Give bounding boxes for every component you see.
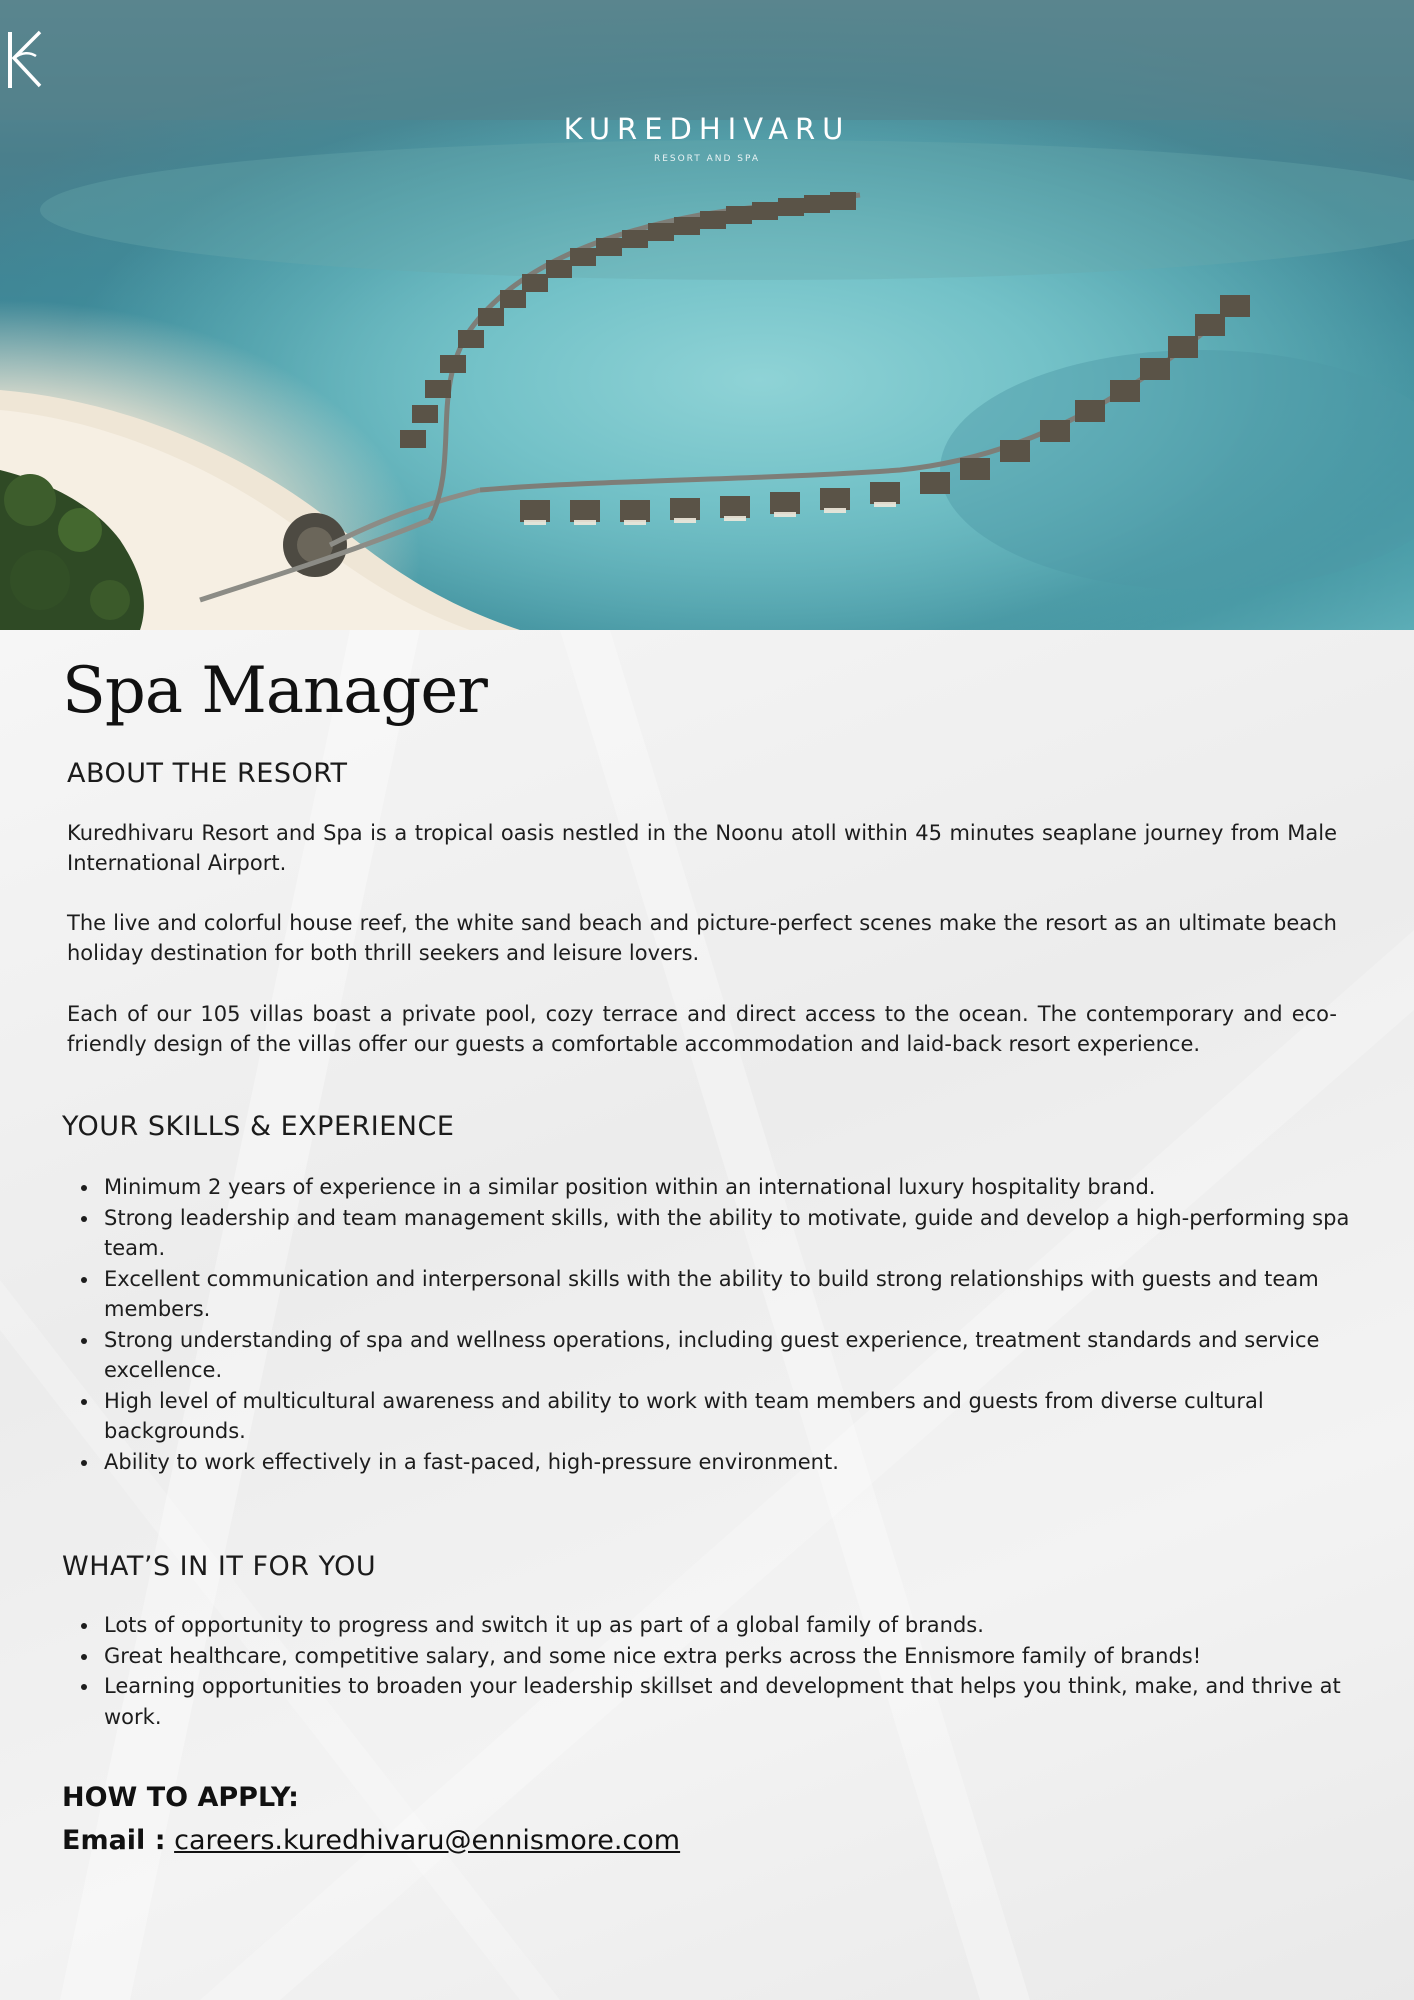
k-monogram-icon [0, 28, 48, 90]
benefits-list [62, 1610, 1360, 1732]
brand-name: KUREDHIVARU [563, 112, 851, 146]
hero-image [0, 0, 1414, 630]
email-link[interactable]: careers.kuredhivaru@ennismore.com [174, 1825, 681, 1856]
about-paragraph-2: The live and colorful house reef, the white sand beach and picture-perfect scenes make the resort as an ultimate beach holiday destination for both thrill seekers and leisure lovers. [67, 911, 1337, 965]
skills-list [62, 1172, 1360, 1477]
brand-tagline: RESORT AND SPA [653, 154, 761, 164]
apply-heading: HOW TO APPLY: [62, 1782, 299, 1813]
list-item: • Strong leadership and team management skills, with the ability to motivate, guide and develop a high-performing spa team. [100, 1203, 1360, 1264]
job-posting-body [0, 630, 1414, 2000]
list-item: • Minimum 2 years of experience in a similar position within an international luxury hospitality brand. [100, 1172, 1360, 1203]
list-item: • Lots of opportunity to progress and switch it up as part of a global family of brands. [100, 1610, 1360, 1641]
email-label: Email : [62, 1825, 166, 1856]
list-item: • High level of multicultural awareness and ability to work with team members and guests from diverse cultural backgrounds. [100, 1386, 1360, 1447]
list-item: • Strong understanding of spa and wellness operations, including guest experience, treatment standards and service excellence. [100, 1325, 1360, 1386]
list-item: • Great healthcare, competitive salary, and some nice extra perks across the Ennismore family of brands! [100, 1641, 1360, 1672]
list-item: • Ability to work effectively in a fast-paced, high-pressure environment. [100, 1447, 1360, 1478]
about-paragraph-1: Kuredhivaru Resort and Spa is a tropical oasis nestled in the Noonu atoll within 45 minutes seaplane journey from Male International Airport. [67, 821, 1337, 875]
about-heading: ABOUT THE RESORT [67, 758, 348, 789]
page-title: Spa Manager [62, 654, 487, 728]
aerial-resort-illustration [0, 0, 1414, 630]
about-paragraph-3: Each of our 105 villas boast a private pool, cozy terrace and direct access to the ocean. The contemporary and eco-friendly design of the villas offer our guests a comfortable accommodation and laid-back resort experience. [67, 1002, 1337, 1056]
list-item: • Learning opportunities to broaden your leadership skillset and development that helps you think, make, and thrive at work. [100, 1671, 1360, 1732]
apply-email-line [62, 1825, 680, 1856]
benefits-heading: WHAT’S IN IT FOR YOU [62, 1551, 377, 1582]
skills-heading: YOUR SKILLS & EXPERIENCE [62, 1111, 455, 1142]
list-item: • Excellent communication and interpersonal skills with the ability to build strong relationships with guests and team members. [100, 1264, 1360, 1325]
